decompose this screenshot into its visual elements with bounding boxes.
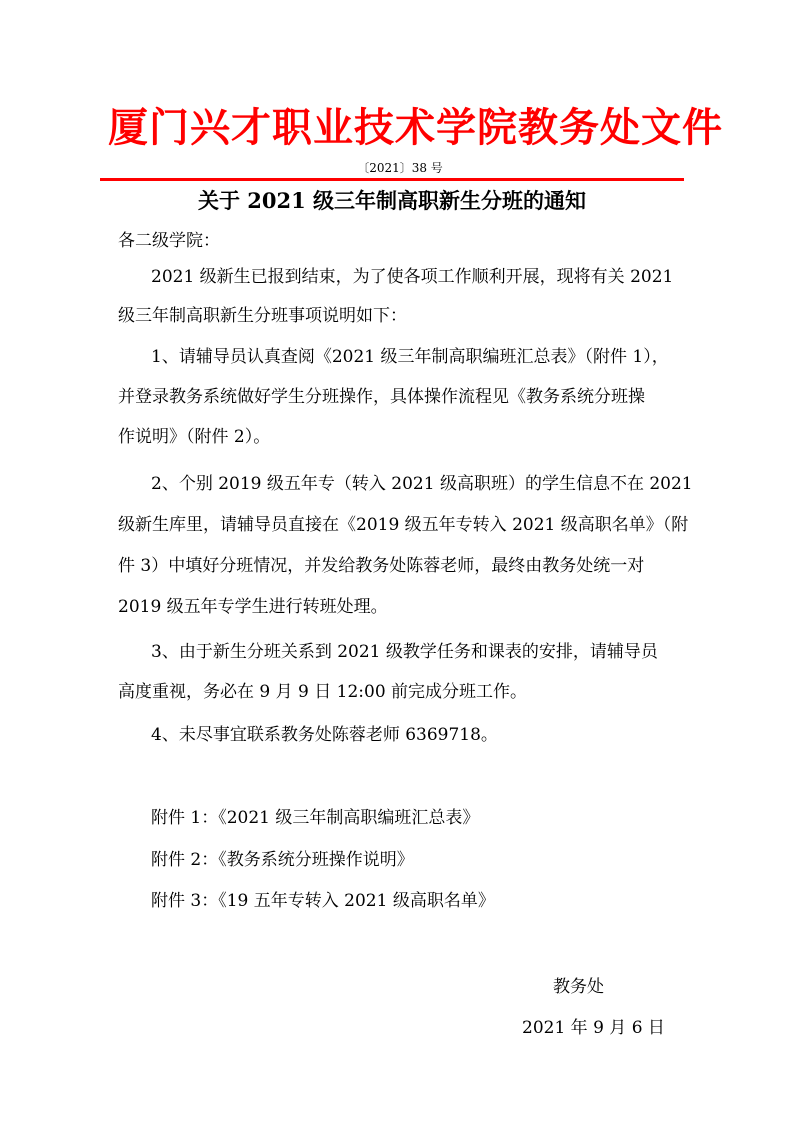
attachment-item: 附件 2：《教务系统分班操作说明》 (151, 850, 414, 870)
notice-title: 关于 2021 级三年制高职新生分班的通知 (197, 188, 587, 213)
document-number: 〔2021〕38 号 (357, 161, 443, 175)
body-line: 3、由于新生分班关系到 2021 级教学任务和课表的安排，请辅导员 (151, 642, 658, 662)
body-line: 并登录教务系统做好学生分班操作，具体操作流程见《教务系统分班操 (118, 387, 645, 407)
body-line: 2019 级五年专学生进行转班处理。 (118, 597, 388, 617)
salutation: 各二级学院： (118, 231, 220, 251)
body-line: 件 3）中填好分班情况，并发给教务处陈蓉老师，最终由教务处统一对 (118, 556, 645, 576)
issuing-office: 教务处 (553, 977, 604, 997)
attachment-item: 附件 1：《2021 级三年制高职编班汇总表》 (151, 808, 480, 828)
body-line: 4、未尽事宜联系教务处陈蓉老师 6369718。 (151, 725, 498, 745)
body-line: 级新生库里，请辅导员直接在《2019 级五年专转入 2021 级高职名单》（附 (118, 515, 689, 535)
issue-date: 2021 年 9 月 6 日 (522, 1018, 665, 1038)
body-line: 2021 级新生已报到结束，为了使各项工作顺利开展，现将有关 2021 (151, 267, 674, 287)
org-header-title: 厦门兴才职业技术学院教务处文件 (108, 104, 723, 151)
body-line: 作说明》（附件 2）。 (118, 427, 271, 447)
body-line: 高度重视，务必在 9 月 9 日 12:00 前完成分班工作。 (118, 682, 528, 702)
attachment-item: 附件 3：《19 五年专转入 2021 级高职名单》 (151, 891, 495, 911)
body-line: 1、请辅导员认真查阅《2021 级三年制高职编班汇总表》（附件 1）， (151, 347, 669, 367)
body-line: 级三年制高职新生分班事项说明如下： (118, 306, 407, 326)
body-line: 2、个别 2019 级五年专（转入 2021 级高职班）的学生信息不在 2021 (151, 474, 693, 494)
red-divider-line (100, 178, 684, 181)
